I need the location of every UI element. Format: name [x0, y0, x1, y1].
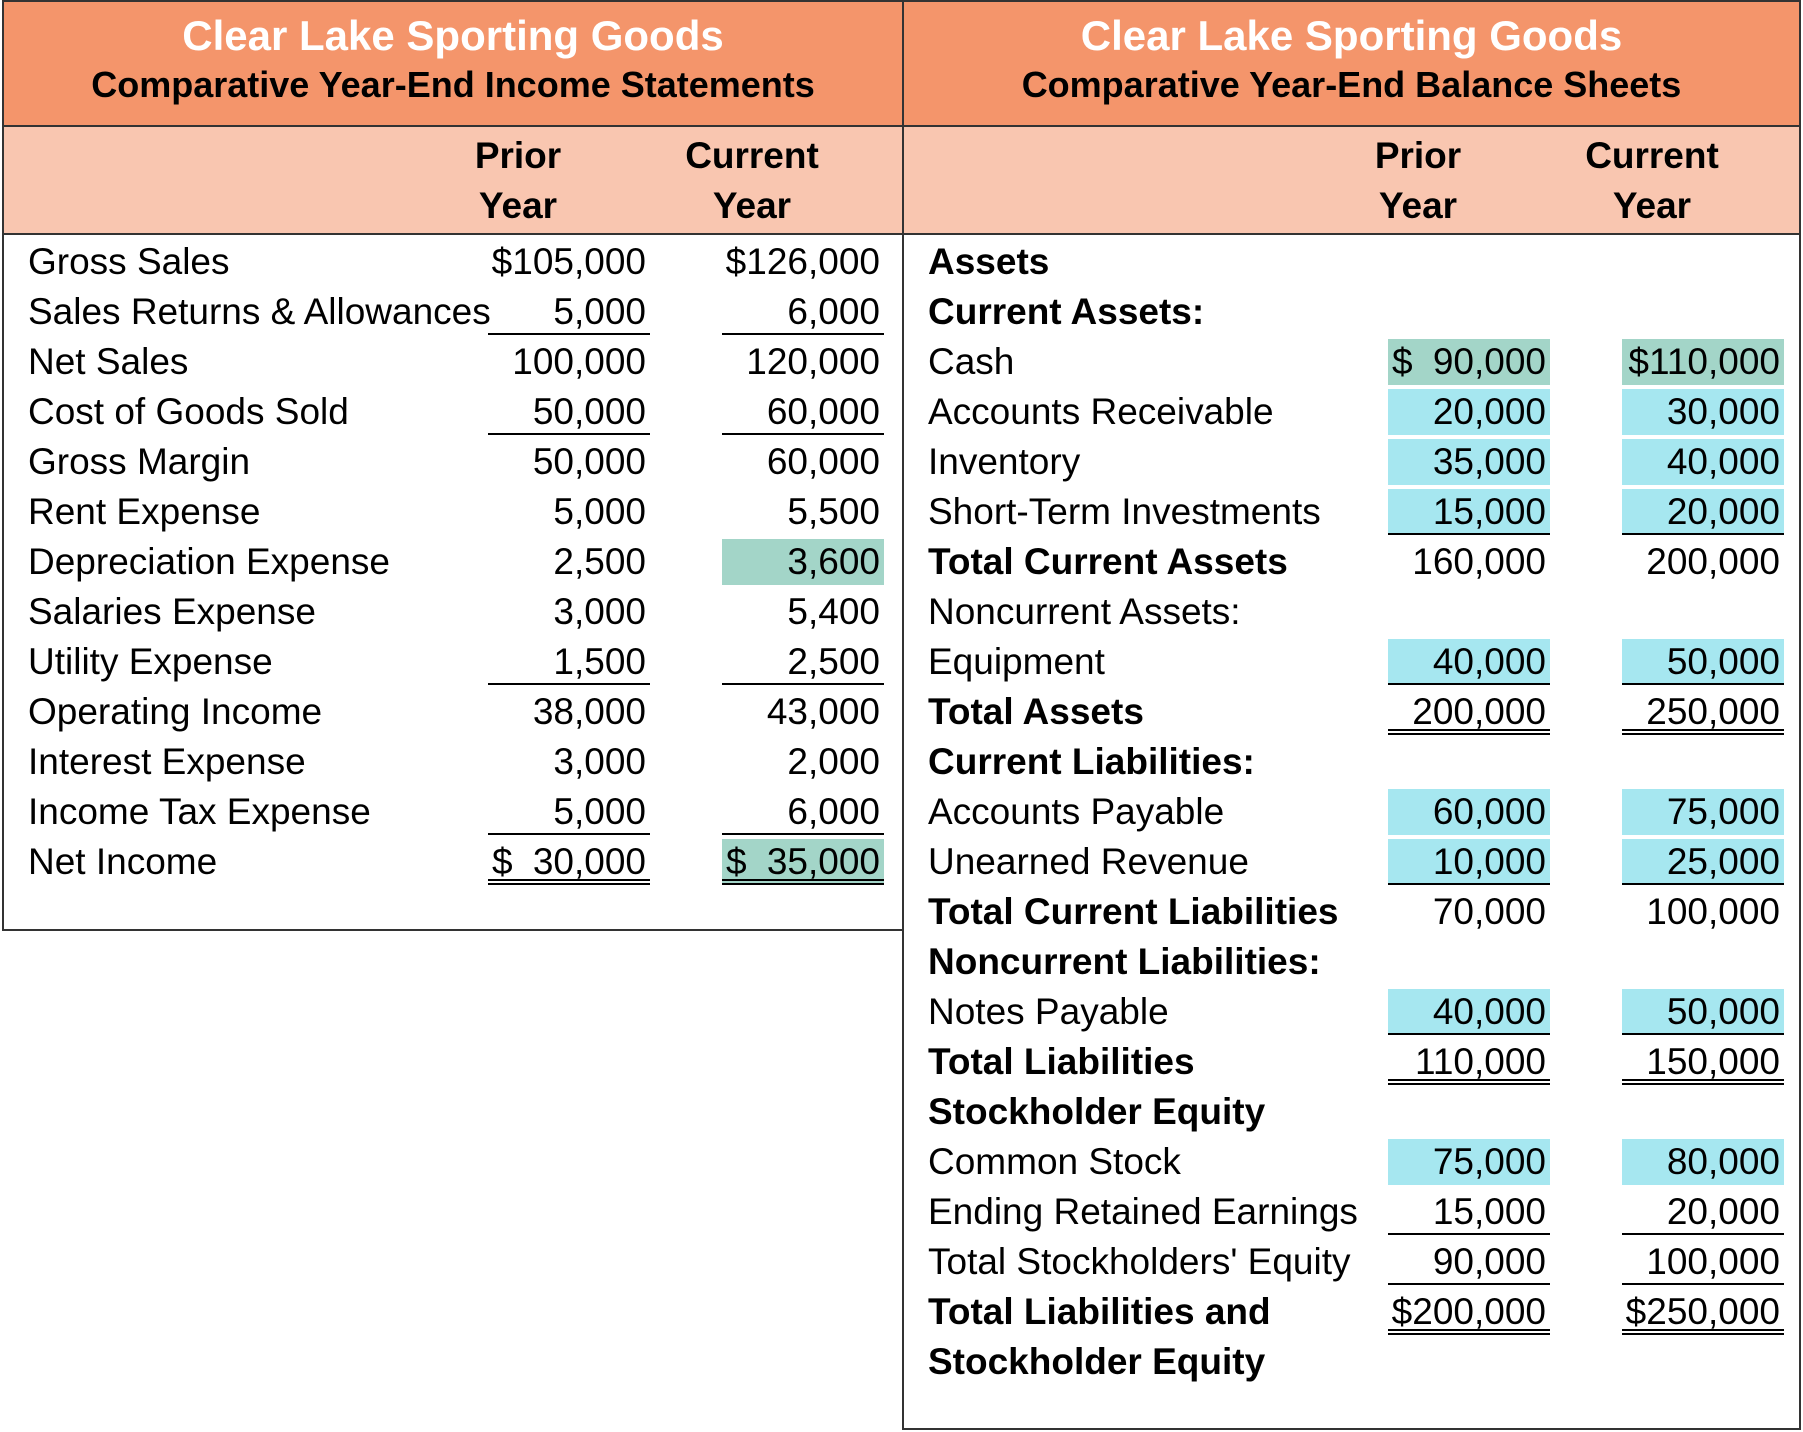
header-line: Year [478, 185, 558, 226]
balance-row [904, 537, 1799, 587]
balance-row-label: Equipment [928, 641, 1105, 682]
income-company-name: Clear Lake Sporting Goods [182, 12, 724, 59]
header-line: Year [1612, 185, 1692, 226]
amount: 5,400 [787, 591, 880, 632]
amount: 150,000 [1646, 1041, 1780, 1082]
amount: 2,500 [787, 641, 880, 682]
balance-row [904, 287, 1799, 337]
dollar-sign: $ [1392, 341, 1413, 382]
balance-row-label: Stockholder Equity [928, 1091, 1266, 1132]
amount: 90,000 [1432, 1241, 1546, 1282]
amount: 100,000 [512, 341, 646, 382]
amount: 30,000 [532, 841, 646, 882]
amount: 160,000 [1412, 541, 1546, 582]
balance-row-label: Assets [928, 241, 1050, 282]
income-row-label: Interest Expense [28, 741, 306, 782]
income-row-label: Income Tax Expense [28, 791, 371, 832]
balance-sheet-panel [902, 0, 1801, 1430]
income-row-label: Depreciation Expense [28, 541, 390, 582]
income-row [4, 237, 902, 287]
income-current-year-value [722, 339, 884, 385]
balance-row [904, 337, 1799, 387]
balance-title-block [904, 2, 1799, 127]
income-column-headers [4, 127, 902, 235]
balance-prior-year-value [1388, 1039, 1550, 1085]
income-prior-year-value [488, 239, 650, 285]
balance-row-label: Total Stockholders' Equity [928, 1241, 1351, 1282]
income-row [4, 587, 902, 637]
income-row-label: Cost of Goods Sold [28, 391, 349, 432]
income-prior-year-value [488, 689, 650, 735]
amount: $105,000 [491, 241, 646, 282]
income-prior-year-value [488, 339, 650, 385]
income-current-year-value [722, 839, 884, 885]
balance-subtitle: Comparative Year-End Balance Sheets [1021, 64, 1682, 105]
balance-current-year-value [1622, 339, 1784, 385]
amount: 50,000 [1666, 641, 1780, 682]
income-row-label: Utility Expense [28, 641, 273, 682]
amount: 1,500 [553, 641, 646, 682]
income-current-year-value [722, 439, 884, 485]
balance-row-label: Common Stock [928, 1141, 1181, 1182]
amount: 50,000 [532, 391, 646, 432]
amount: 40,000 [1666, 441, 1780, 482]
balance-prior-year-value [1388, 889, 1550, 935]
income-row-label: Net Income [28, 841, 218, 882]
amount: 60,000 [766, 441, 880, 482]
balance-row [904, 937, 1799, 987]
amount: 50,000 [532, 441, 646, 482]
income-row [4, 837, 902, 887]
amount: 10,000 [1432, 841, 1546, 882]
balance-row-label: Cash [928, 341, 1015, 382]
income-current-year-value [722, 289, 884, 335]
balance-row-label: Ending Retained Earnings [928, 1191, 1358, 1232]
amount: 3,000 [553, 591, 646, 632]
header-line: Prior [474, 135, 562, 176]
amount: 5,000 [553, 291, 646, 332]
income-current-year-value [722, 389, 884, 435]
income-row-label: Sales Returns & Allowances [28, 291, 491, 332]
balance-row [904, 1237, 1799, 1287]
balance-row [904, 237, 1799, 287]
balance-current-year-value [1622, 1139, 1784, 1185]
balance-current-year-value [1622, 839, 1784, 885]
balance-prior-year-value [1388, 539, 1550, 585]
balance-row-label: Notes Payable [928, 991, 1169, 1032]
balance-prior-year-value [1388, 1139, 1550, 1185]
balance-row-label: Noncurrent Assets: [928, 591, 1241, 632]
balance-row [904, 1187, 1799, 1237]
income-prior-year-value [488, 739, 650, 785]
amount: 20,000 [1432, 391, 1546, 432]
balance-prior-year-value [1388, 1239, 1550, 1285]
income-title-block [4, 2, 902, 127]
balance-current-year-value [1622, 689, 1784, 735]
income-current-year-value [722, 489, 884, 535]
balance-row-label: Accounts Payable [928, 791, 1225, 832]
balance-row [904, 587, 1799, 637]
balance-prior-year-value [1388, 789, 1550, 835]
income-current-year-value [722, 739, 884, 785]
amount: $200,000 [1391, 1291, 1546, 1332]
amount: 50,000 [1666, 991, 1780, 1032]
amount: 250,000 [1646, 691, 1780, 732]
income-prior-year-value [488, 539, 650, 585]
balance-current-year-value [1622, 789, 1784, 835]
balance-column-headers [904, 127, 1799, 235]
income-row [4, 737, 902, 787]
balance-current-year-value [1622, 539, 1784, 585]
balance-prior-year-value [1388, 439, 1550, 485]
amount: 15,000 [1432, 491, 1546, 532]
amount: 2,500 [553, 541, 646, 582]
balance-prior-year-value [1388, 839, 1550, 885]
balance-row [904, 1337, 1799, 1387]
amount: 40,000 [1432, 641, 1546, 682]
header-line: Year [1378, 185, 1458, 226]
income-row-label: Gross Sales [28, 241, 230, 282]
income-current-year-value [722, 539, 884, 585]
balance-row-label: Total Liabilities [928, 1041, 1195, 1082]
balance-current-year-value [1622, 389, 1784, 435]
income-row-label: Gross Margin [28, 441, 251, 482]
income-row [4, 387, 902, 437]
balance-row-label: Short-Term Investments [928, 491, 1321, 532]
amount: 90,000 [1432, 341, 1546, 382]
balance-row [904, 887, 1799, 937]
income-row [4, 287, 902, 337]
balance-prior-year-value [1388, 989, 1550, 1035]
amount: 3,000 [553, 741, 646, 782]
income-prior-year-value [488, 639, 650, 685]
balance-row [904, 1037, 1799, 1087]
balance-row [904, 387, 1799, 437]
amount: 100,000 [1646, 891, 1780, 932]
amount: 30,000 [1666, 391, 1780, 432]
income-current-year-value [722, 639, 884, 685]
income-current-year-value [722, 689, 884, 735]
income-prior-year-value [488, 589, 650, 635]
amount: 200,000 [1412, 691, 1546, 732]
balance-row [904, 1087, 1799, 1137]
income-prior-year-value [488, 789, 650, 835]
amount: 120,000 [746, 341, 880, 382]
balance-prior-year-value [1388, 339, 1550, 385]
income-prior-year-value [488, 389, 650, 435]
income-row [4, 787, 902, 837]
balance-current-year-value [1622, 1289, 1784, 1335]
balance-row [904, 487, 1799, 537]
amount: 5,500 [787, 491, 880, 532]
income-prior-year-value [488, 839, 650, 885]
balance-row-label: Current Liabilities: [928, 741, 1255, 782]
income-prior-year-value [488, 489, 650, 535]
balance-prior-year-value [1388, 689, 1550, 735]
balance-current-year-value [1622, 639, 1784, 685]
balance-row-label: Current Assets: [928, 291, 1205, 332]
balance-row [904, 437, 1799, 487]
balance-row-label: Unearned Revenue [928, 841, 1249, 882]
income-current-year-value [722, 239, 884, 285]
income-current-year-value [722, 789, 884, 835]
dollar-sign: $ [726, 841, 747, 882]
amount: 25,000 [1666, 841, 1780, 882]
amount: $250,000 [1625, 1291, 1780, 1332]
amount: 80,000 [1666, 1141, 1780, 1182]
amount: 5,000 [553, 791, 646, 832]
income-row-label: Operating Income [28, 691, 323, 732]
balance-row [904, 837, 1799, 887]
amount: $126,000 [725, 241, 880, 282]
balance-row-label: Inventory [928, 441, 1081, 482]
balance-row [904, 737, 1799, 787]
amount: 40,000 [1432, 991, 1546, 1032]
amount: 6,000 [787, 291, 880, 332]
income-row [4, 437, 902, 487]
income-subtitle: Comparative Year-End Income Statements [91, 64, 815, 105]
income-prior-year-value [488, 439, 650, 485]
balance-current-year-value [1622, 489, 1784, 535]
balance-company-name: Clear Lake Sporting Goods [1080, 12, 1623, 59]
income-row-label: Net Sales [28, 341, 189, 382]
income-row-label: Rent Expense [28, 491, 261, 532]
balance-row [904, 987, 1799, 1037]
income-row-label: Salaries Expense [28, 591, 316, 632]
balance-row [904, 787, 1799, 837]
balance-row-label: Total Liabilities and [928, 1291, 1271, 1332]
balance-row [904, 1137, 1799, 1187]
income-header-current-year [652, 131, 852, 231]
balance-row-label: Total Current Assets [928, 541, 1288, 582]
income-row [4, 537, 902, 587]
amount: 35,000 [766, 841, 880, 882]
balance-row-label: Noncurrent Liabilities: [928, 941, 1321, 982]
amount: 75,000 [1666, 791, 1780, 832]
income-header-prior-year [418, 131, 618, 231]
amount: 38,000 [532, 691, 646, 732]
balance-prior-year-value [1388, 1289, 1550, 1335]
income-row [4, 637, 902, 687]
amount: 75,000 [1432, 1141, 1546, 1182]
balance-row-label: Stockholder Equity [928, 1341, 1266, 1382]
header-line: Current [685, 135, 819, 176]
balance-prior-year-value [1388, 639, 1550, 685]
balance-row-label: Accounts Receivable [928, 391, 1274, 432]
amount: 20,000 [1666, 491, 1780, 532]
income-row [4, 337, 902, 387]
amount: 6,000 [787, 791, 880, 832]
income-statement-panel [2, 0, 904, 931]
amount: $110,000 [1628, 341, 1780, 382]
amount: 60,000 [1432, 791, 1546, 832]
amount: 110,000 [1415, 1041, 1546, 1082]
income-prior-year-value [488, 289, 650, 335]
amount: 35,000 [1432, 441, 1546, 482]
balance-header-current-year [1552, 131, 1752, 231]
balance-current-year-value [1622, 889, 1784, 935]
amount: 43,000 [766, 691, 880, 732]
balance-prior-year-value [1388, 1189, 1550, 1235]
dollar-sign: $ [492, 841, 513, 882]
amount: 70,000 [1432, 891, 1546, 932]
amount: 15,000 [1432, 1191, 1546, 1232]
income-row [4, 687, 902, 737]
balance-row-label: Total Assets [928, 691, 1144, 732]
amount: 2,000 [787, 741, 880, 782]
balance-current-year-value [1622, 1039, 1784, 1085]
balance-current-year-value [1622, 439, 1784, 485]
balance-header-prior-year [1318, 131, 1518, 231]
balance-row [904, 1287, 1799, 1337]
header-line: Current [1585, 135, 1719, 176]
header-line: Year [712, 185, 792, 226]
amount: 20,000 [1666, 1191, 1780, 1232]
balance-current-year-value [1622, 1189, 1784, 1235]
balance-current-year-value [1622, 1239, 1784, 1285]
header-line: Prior [1374, 135, 1462, 176]
amount: 200,000 [1646, 541, 1780, 582]
balance-row [904, 637, 1799, 687]
balance-current-year-value [1622, 989, 1784, 1035]
income-current-year-value [722, 589, 884, 635]
amount: 100,000 [1646, 1241, 1780, 1282]
balance-prior-year-value [1388, 389, 1550, 435]
amount: 3,600 [787, 541, 880, 582]
income-row [4, 487, 902, 537]
amount: 60,000 [766, 391, 880, 432]
balance-row [904, 687, 1799, 737]
balance-prior-year-value [1388, 489, 1550, 535]
amount: 5,000 [553, 491, 646, 532]
balance-row-label: Total Current Liabilities [928, 891, 1339, 932]
